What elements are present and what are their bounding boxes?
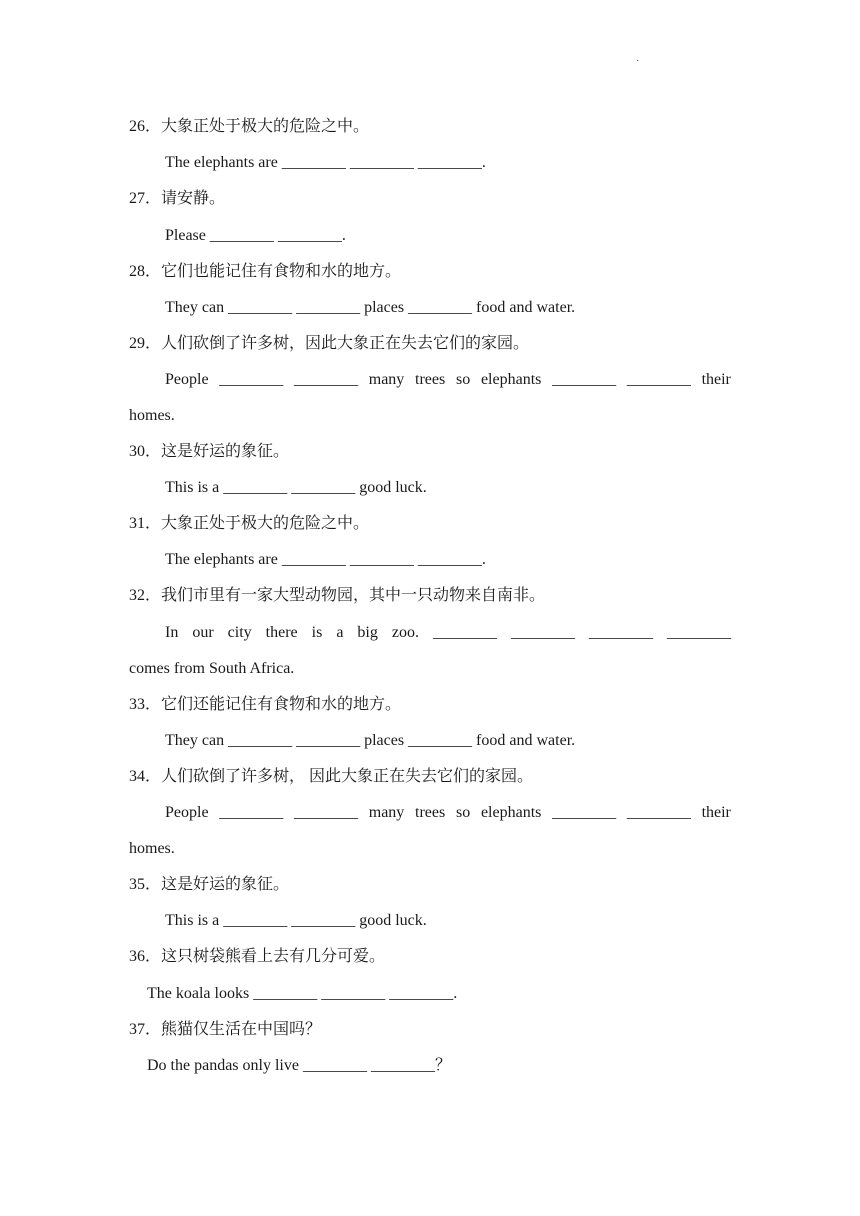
question-31: 31．大象正处于极大的危险之中。	[129, 515, 370, 532]
answer-37: Do the pandas only live ________ ________？	[147, 1057, 451, 1074]
answer-blank: ________	[294, 804, 359, 821]
answer-34-continuation: homes.	[129, 840, 175, 857]
answer-blank: ________	[626, 371, 691, 388]
answer-word: People	[165, 371, 209, 388]
answer-blank: ________	[588, 624, 653, 641]
answer-word: In	[165, 624, 179, 641]
question-28: 28．它们也能记住有食物和水的地方。	[129, 263, 402, 280]
answer-word: trees	[415, 371, 446, 388]
answer-33: They can ________ ________ places ________ food and water.	[165, 732, 576, 749]
answer-word: zoo.	[391, 624, 419, 641]
answer-blank: ________	[552, 804, 617, 821]
answer-word: big	[357, 624, 378, 641]
answer-35: This is a ________ ________ good luck.	[165, 912, 427, 929]
answer-34	[165, 803, 731, 823]
question-36: 36．这只树袋熊看上去有几分可爱。	[129, 948, 386, 965]
answer-30: This is a ________ ________ good luck.	[165, 479, 427, 496]
question-32: 32．我们市里有一家大型动物园，其中一只动物来自南非。	[129, 587, 546, 604]
answer-32-continuation: comes from South Africa.	[129, 660, 295, 677]
answer-36: The koala looks ________ ________ ________.	[147, 985, 458, 1002]
answer-word: so	[455, 804, 471, 821]
answer-blank: ________	[552, 371, 617, 388]
answer-27: Please ________ ________.	[165, 227, 346, 244]
answer-word: city	[227, 624, 252, 641]
answer-word: many	[368, 371, 405, 388]
page-mark: ·	[636, 56, 640, 67]
question-29: 29．人们砍倒了许多树，因此大象正在失去它们的家园。	[129, 335, 530, 352]
question-37: 37．熊猫仅生活在中国吗？	[129, 1021, 322, 1038]
answer-word: our	[192, 624, 214, 641]
answer-32	[165, 623, 731, 643]
answer-word: People	[165, 804, 209, 821]
question-30: 30．这是好运的象征。	[129, 443, 290, 460]
answer-28: They can ________ ________ places ________ food and water.	[165, 299, 576, 316]
answer-31: The elephants are ________ ________ ________.	[165, 551, 486, 568]
answer-blank: ________	[666, 624, 731, 641]
answer-blank: ________	[626, 804, 691, 821]
answer-blank: ________	[219, 371, 284, 388]
question-35: 35．这是好运的象征。	[129, 876, 290, 893]
answer-word: a	[336, 624, 344, 641]
answer-29-continuation: homes.	[129, 407, 175, 424]
answer-word: is	[311, 624, 323, 641]
answer-word: many	[368, 804, 405, 821]
question-34: 34．人们砍倒了许多树， 因此大象正在失去它们的家园。	[129, 768, 534, 785]
answer-blank: ________	[219, 804, 284, 821]
answer-29	[165, 370, 731, 390]
answer-word: their	[701, 371, 731, 388]
answer-word: so	[455, 371, 471, 388]
answer-blank: ________	[432, 624, 497, 641]
answer-word: there	[265, 624, 298, 641]
question-26: 26．大象正处于极大的危险之中。	[129, 118, 370, 135]
answer-26: The elephants are ________ ________ ________.	[165, 154, 486, 171]
answer-word: trees	[415, 804, 446, 821]
answer-blank: ________	[294, 371, 359, 388]
answer-word: their	[701, 804, 731, 821]
answer-word: elephants	[480, 371, 542, 388]
question-33: 33．它们还能记住有食物和水的地方。	[129, 696, 402, 713]
question-27: 27．请安静。	[129, 190, 226, 207]
answer-blank: ________	[510, 624, 575, 641]
answer-word: elephants	[480, 804, 542, 821]
